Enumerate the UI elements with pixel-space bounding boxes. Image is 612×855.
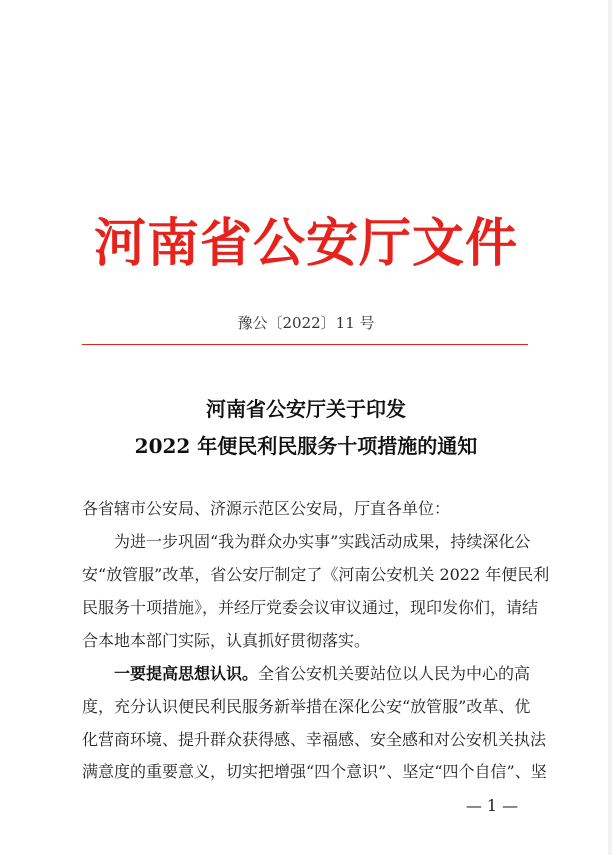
section-1-line-2: 度，充分认识便民利民服务新举措在深化公安“放管服”改革、优 [82, 697, 531, 716]
red-divider-line [82, 344, 528, 345]
paragraph-1-line-1: 为进一步巩固“我为群众办实事”实践活动成果，持续深化公 [114, 532, 531, 551]
notice-title-line-2: 2022 年便民利民服务十项措施的通知 [134, 434, 478, 458]
page-edge-shadow [608, 0, 612, 855]
paragraph-1-line-4: 合本地本部门实际，认真抓好贯彻落实。 [82, 631, 371, 650]
section-1-line-4: 满意度的重要意义，切实把增强“四个意识”、坚定“四个自信”、坚 [82, 762, 547, 781]
section-1-heading: 一要提高思想认识。 [114, 664, 259, 683]
addressee-line: 各省辖市公安局、济源示范区公安局，厅直各单位： [82, 499, 451, 518]
section-1-first-line-text: 全省公安机关要站位以人民为中心的高 [258, 664, 531, 683]
section-1-line-3: 化营商环境、提升群众获得感、幸福感、安全感和对公安机关执法 [82, 730, 547, 749]
document-number: 豫公〔2022〕11 号 [237, 314, 375, 332]
agency-header: 河南省公安厅文件 [93, 214, 518, 274]
paragraph-1-line-2: 安“放管服”改革，省公安厅制定了《河南公安机关 2022 年便民利 [82, 565, 550, 584]
section-1-first-line [114, 664, 530, 684]
page-number: — 1 — [465, 796, 519, 815]
notice-title-line-1: 河南省公安厅关于印发 [206, 397, 406, 421]
paragraph-1-line-3: 民服务十项措施》，并经厅党委会议审议通过，现印发你们，请结 [82, 598, 539, 617]
